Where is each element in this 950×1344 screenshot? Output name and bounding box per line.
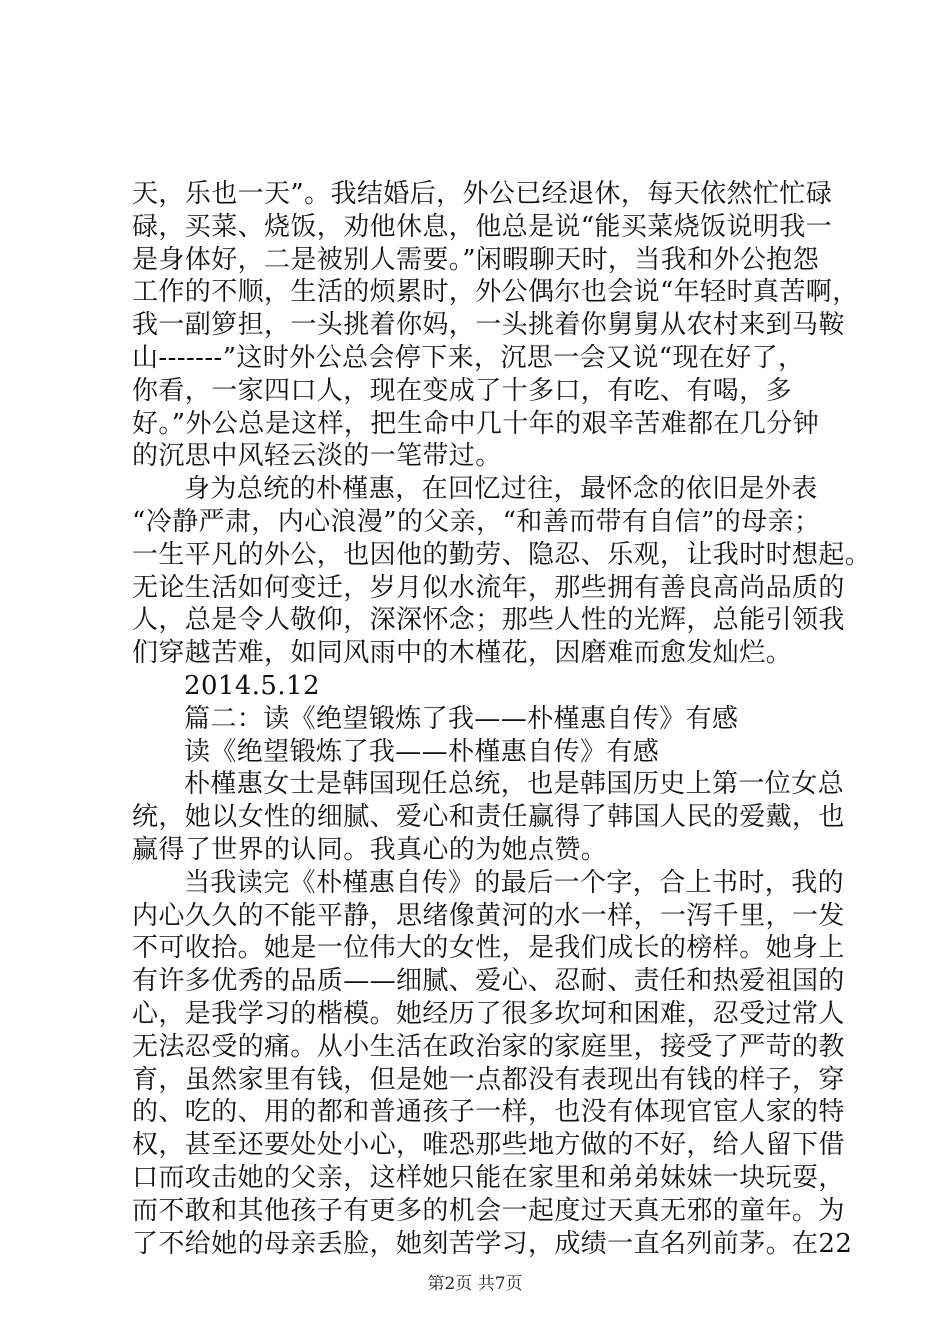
text-line: 赢得了世界的认同。我真心的为她点赞。	[132, 834, 608, 865]
text-line: 有许多优秀的品质——细腻、爱心、忍耐、责任和热爱祖国的	[132, 966, 845, 997]
date-line: 2014.5.12	[184, 670, 320, 701]
text-line: 你看，一家四口人，现在变成了十多口，有吃、有喝，多	[132, 375, 793, 406]
text-line: 育，虽然家里有钱，但是她一点都没有表现出有钱的样子，穿	[132, 1064, 845, 1095]
paragraph-start-line: 身为总统的朴槿惠，在回忆过往，最怀念的依旧是外表	[184, 474, 818, 505]
text-line: 权，甚至还要处处小心，唯恐那些地方做的不好，给人留下借	[132, 1130, 845, 1161]
text-line: 山-------”这时外公总会停下来，沉思一会又说“现在好了，	[132, 342, 805, 373]
text-line: 好。”外公总是这样，把生命中几十年的艰辛苦难都在几分钟	[132, 408, 820, 439]
text-line: 碌，买菜、烧饭，劝他休息，他总是说“能买菜烧饭说明我一	[132, 211, 833, 242]
paragraph-start-line: 朴槿惠女士是韩国现任总统，也是韩国历史上第一位女总	[184, 769, 845, 800]
article-title: 读《绝望锻炼了我——朴槿惠自传》有感	[184, 736, 660, 767]
section-heading: 篇二：读《绝望锻炼了我——朴槿惠自传》有感	[184, 703, 739, 734]
text-line: 内心久久的不能平静，思绪像黄河的水一样，一泻千里，一发	[132, 900, 845, 931]
text-line: 天，乐也一天”。我结婚后，外公已经退休，每天依然忙忙碌	[132, 179, 833, 209]
paragraph-start-line: 当我读完《朴槿惠自传》的最后一个字，合上书时，我的	[184, 867, 845, 898]
document-body	[132, 178, 872, 1260]
text-line: 而不敢和其他孩子有更多的机会一起度过天真无邪的童年。为	[132, 1195, 845, 1226]
text-line: 了不给她的母亲丢脸，她刻苦学习，成绩一直名列前茅。在22	[132, 1228, 853, 1259]
text-line: 工作的不顺，生活的烦累时，外公偶尔也会说“年轻时真苦啊，	[132, 277, 859, 308]
text-line: 的沉思中风轻云淡的一笔带过。	[132, 441, 502, 472]
text-line: 我一副箩担，一头挑着你妈，一头挑着你舅舅从农村来到马鞍	[132, 310, 845, 341]
text-line: 统，她以女性的细腻、爱心和责任赢得了韩国人民的爱戴，也	[132, 802, 845, 833]
page-number-footer: 第2页 共7页	[427, 1274, 523, 1294]
text-line: 无论生活如何变迁，岁月似水流年，那些拥有善良高尚品质的	[132, 572, 845, 603]
text-line: 一生平凡的外公，也因他的勤劳、隐忍、乐观，让我时时想起。	[132, 539, 872, 570]
text-line: 无法忍受的痛。从小生活在政治家的家庭里，接受了严苛的教	[132, 1031, 845, 1062]
text-line: 不可收拾。她是一位伟大的女性，是我们成长的榜样。她身上	[132, 933, 845, 964]
text-line: “冷静严肃，内心浪漫”的父亲，“和善而带有自信”的母亲；	[132, 506, 821, 537]
text-line: 们穿越苦难，如同风雨中的木槿花，因磨难而愈发灿烂。	[132, 638, 793, 669]
text-line: 人，总是令人敬仰，深深怀念；那些人性的光辉，总能引领我	[132, 605, 845, 636]
text-line: 是身体好，二是被别人需要。”闲暇聊天时，当我和外公抱怨	[132, 244, 820, 275]
text-line: 的、吃的、用的都和普通孩子一样，也没有体现官宦人家的特	[132, 1097, 845, 1128]
text-line: 口而攻击她的父亲，这样她只能在家里和弟弟妹妹一块玩耍，	[132, 1162, 845, 1193]
text-line: 心，是我学习的楷模。她经历了很多坎坷和困难，忍受过常人	[132, 998, 845, 1029]
